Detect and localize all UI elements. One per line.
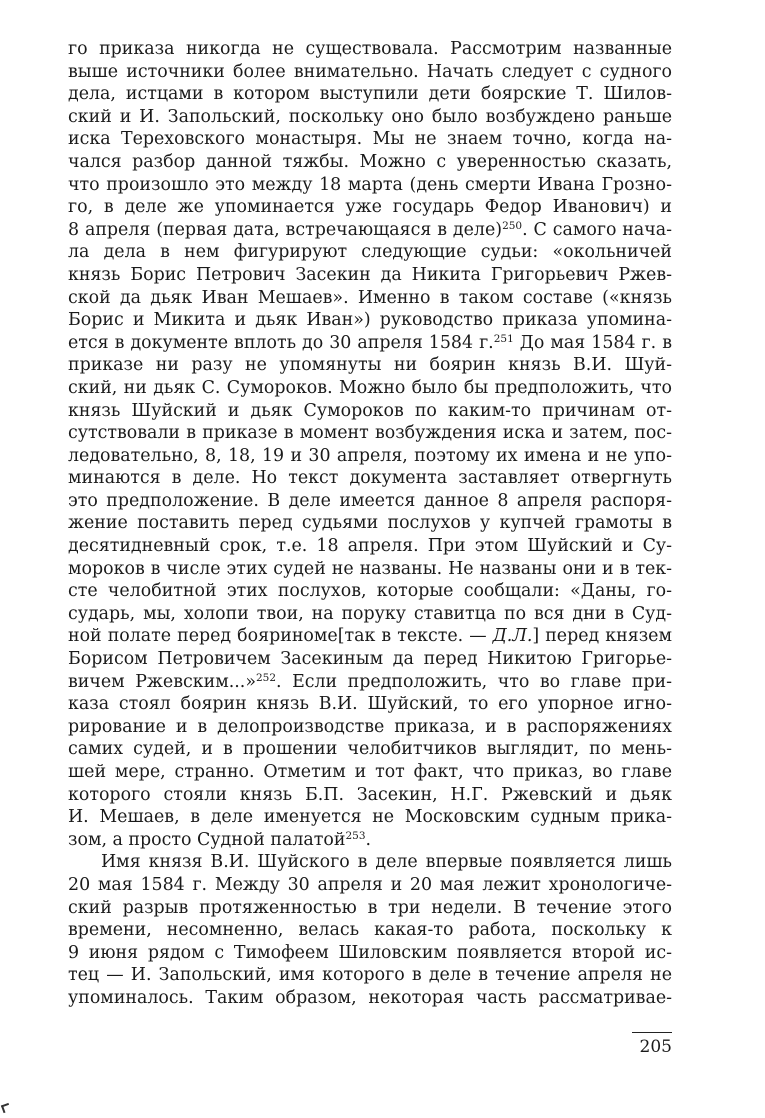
- text-line: [68, 942, 672, 965]
- text-line: [68, 738, 672, 761]
- text-run: 20 мая 1584 г. Между 30 апреля и 20 мая лежит хронологиче-: [68, 874, 672, 895]
- text-run: которого стояли князь Б.П. Засекин, Н.Г. Ржевский и дьяк: [68, 784, 672, 805]
- text-run: ла дела в нем фигурируют следующие судьи: «окольничей: [68, 242, 672, 263]
- text-run: . С самого нача-: [522, 219, 673, 240]
- text-run: тец — И. Запольский, имя которого в деле в течение апреля не: [68, 965, 672, 986]
- text-line: [68, 580, 672, 603]
- text-line: [68, 467, 672, 490]
- text-run: времени, несомненно, велась какая-то работа, поскольку к: [68, 920, 672, 941]
- text-run: го, в деле же упоминается уже государь Федор Иванович) и: [68, 197, 672, 218]
- text-line: [68, 829, 672, 852]
- text-line: [68, 151, 672, 174]
- text-run: шей мере, странно. Отметим и тот факт, что приказ, во главе: [68, 762, 672, 782]
- text-run: десятидневный срок, т.е. 18 апреля. При этом Шуйский и Су-: [68, 536, 672, 557]
- text-line: [68, 603, 672, 626]
- text-run: го приказа никогда не существовала. Рассмотрим названные: [68, 39, 672, 59]
- text-run: Борисом Петровичем Засекиным да перед Никитою Григорье-: [68, 649, 672, 670]
- footnote-ref: 252: [255, 671, 277, 684]
- text-line: [68, 332, 672, 355]
- text-line: [68, 897, 672, 920]
- text-run: самих судей, и в прошении челобитчиков выглядит, по мень-: [68, 739, 672, 760]
- text-run: И. Мешаев, в деле именуется не Московским судным прика-: [68, 807, 672, 828]
- text-line: [68, 422, 672, 445]
- text-run: ский, ни дьяк С. Сумороков. Можно было бы предположить, что: [68, 377, 672, 398]
- text-line: [68, 761, 672, 784]
- text-run: чался разбор данной тяжбы. Можно с уверенностью сказать,: [68, 151, 672, 172]
- text-run: князь Шуйский и дьяк Сумороков по каким-то причинам от-: [68, 400, 672, 421]
- text-line: [68, 83, 672, 106]
- text-run: дела, истцами в котором выступили дети боярские Т. Шилов-: [68, 84, 672, 105]
- text-line: [68, 445, 672, 468]
- text-line: [68, 61, 672, 84]
- text-run: упоминалось. Таким образом, некоторая часть рассматривае-: [68, 987, 672, 1008]
- scan-corner-mark: [1, 1103, 11, 1113]
- text-run: приказе ни разу не упомянуты ни боярин князь В.И. Шуй-: [68, 355, 672, 376]
- text-line: [68, 535, 672, 558]
- text-run: это предположение. В деле имеется данное 8 апреля распоря-: [68, 490, 672, 511]
- text-run: сударь, мы, холопи твои, на поруку ставитца по вся дни в Суд-: [68, 603, 672, 624]
- page-number-rule: [632, 1032, 672, 1033]
- text-run: ский и И. Запольский, поскольку оно было возбуждено раньше: [68, 106, 672, 127]
- footnote-ref: 251: [493, 332, 514, 345]
- footnote-ref: 250: [502, 219, 523, 232]
- body-text: [68, 38, 672, 1010]
- text-line: [68, 693, 672, 716]
- text-run: жение поставить перед судьями послухов у купчей грамоты в: [68, 513, 672, 534]
- text-run: 8 апреля (первая дата, встречающаяся в деле): [68, 219, 503, 240]
- text-run: князь Борис Петрович Засекин да Никита Григорьевич Ржев-: [68, 264, 672, 285]
- text-run: Борис и Микита и дьяк Иван») руководство приказа упомина-: [68, 310, 672, 331]
- text-run: вичем Ржевским...»: [68, 671, 256, 692]
- text-run: сте челобитной этих послухов, которые сообщали: «Даны, го-: [68, 581, 672, 602]
- text-run: мороков в числе этих судей не названы. Не названы они и в тек-: [68, 558, 672, 579]
- text-line: [68, 354, 672, 377]
- text-run: зом, а просто Судной палатой: [68, 829, 346, 850]
- text-line: [68, 648, 672, 671]
- text-line: [68, 919, 672, 942]
- text-line: [68, 264, 672, 287]
- text-line: [68, 558, 672, 581]
- text-line: [68, 964, 672, 987]
- text-run: . Если предположить, что во главе при-: [276, 671, 672, 692]
- text-run: ский разрыв протяженностью в три недели. В течение этого: [68, 897, 672, 918]
- text-run: ной полате перед бояриномe[так в тексте. —: [68, 626, 493, 647]
- text-line: [68, 106, 672, 129]
- text-line: [68, 512, 672, 535]
- page-number: 205: [639, 1037, 672, 1057]
- text-line: [68, 174, 672, 197]
- text-line: [68, 377, 672, 400]
- text-line: [68, 784, 672, 807]
- text-line: [68, 287, 672, 310]
- text-line: [68, 671, 672, 694]
- text-line: [68, 196, 672, 219]
- text-run: минаются в деле. Но текст документа заставляет отвергнуть: [68, 468, 672, 489]
- text-line: [68, 874, 672, 897]
- text-line: [68, 309, 672, 332]
- text-run: ется в документе вплоть до 30 апреля 1584 г.: [68, 332, 494, 353]
- text-run: 9 июня рядом с Тимофеем Шиловским появляется второй ис-: [68, 942, 672, 963]
- text-run: ледовательно, 8, 18, 19 и 30 апреля, поэтому их имена и не упо-: [68, 445, 672, 466]
- text-line: [68, 219, 672, 242]
- text-run: Имя князя В.И. Шуйского в деле впервые появляется лишь: [101, 852, 672, 873]
- text-line: [68, 625, 672, 648]
- text-line: [68, 241, 672, 264]
- footnote-ref: 253: [345, 829, 366, 842]
- text-run: ской да дьяк Иван Мешаев». Именно в таком составе («князь: [68, 287, 672, 308]
- text-run: каза стоял боярин князь В.И. Шуйский, то его упорное игно-: [68, 694, 672, 715]
- text-line: [68, 851, 672, 874]
- text-line: [68, 38, 672, 61]
- text-run: ] перед князем: [532, 626, 672, 647]
- text-line: [68, 716, 672, 739]
- text-line: [68, 987, 672, 1010]
- text-run: .: [365, 829, 372, 850]
- text-line: [68, 806, 672, 829]
- text-run: рирование и в делопроизводстве приказа, и в распоряжениях: [68, 716, 672, 737]
- text-line: [68, 128, 672, 151]
- text-line: [68, 400, 672, 423]
- text-run: иска Тереховского монастыря. Мы не знаем точно, когда на-: [68, 129, 672, 150]
- italic-initials: Д.Л.: [492, 626, 533, 647]
- text-run: что произошло это между 18 марта (день смерти Ивана Грозно-: [68, 174, 672, 195]
- text-line: [68, 490, 672, 513]
- text-run: выше источники более внимательно. Начать следует с судного: [68, 61, 672, 82]
- text-run: сутствовали в приказе в момент возбуждения иска и затем, пос-: [68, 423, 672, 444]
- text-run: До мая 1584 г. в: [513, 332, 672, 353]
